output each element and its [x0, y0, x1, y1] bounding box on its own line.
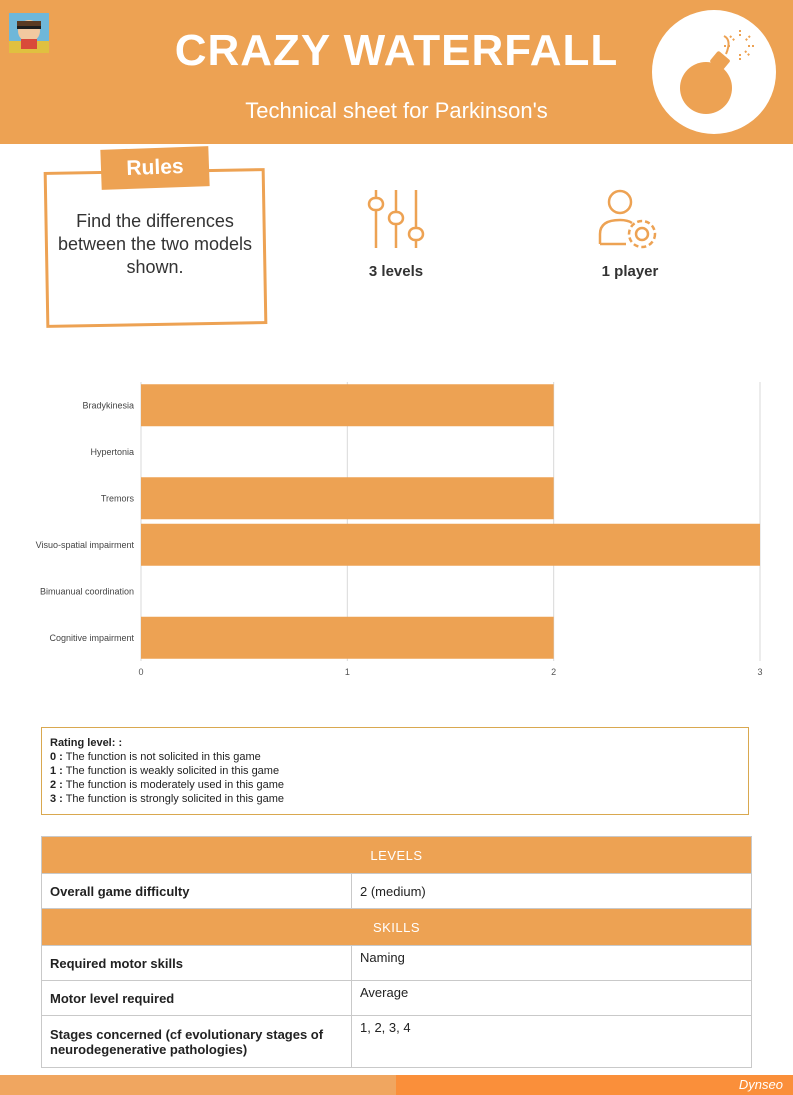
category-label: Bradykinesia [82, 400, 134, 411]
motor-skills-label: Required motor skills [42, 946, 352, 981]
difficulty-value: 2 (medium) [352, 874, 752, 909]
category-label: Cognitive impairment [49, 632, 134, 643]
page-title: CRAZY WATERFALL [174, 26, 619, 75]
motor-level-value: Average [352, 981, 752, 1016]
category-label: Hypertonia [90, 446, 134, 457]
x-tick-label: 1 [344, 667, 350, 677]
bar-tremors [141, 477, 554, 519]
legend-item: 0 : The function is not solicited in this game [50, 751, 261, 763]
motor-skills-value: Naming [352, 946, 752, 981]
stages-value: 1, 2, 3, 4 [352, 1016, 752, 1068]
bar-visuo-spatial-impairment [141, 524, 760, 566]
bar-bradykinesia [141, 384, 554, 426]
legend-title: Rating level: : [50, 737, 123, 749]
bar-cognitive-impairment [141, 617, 554, 659]
difficulty-label: Overall game difficulty [42, 874, 352, 909]
game-info-table [41, 836, 752, 1068]
legend-item: 3 : The function is strongly solicited in this game [50, 793, 284, 805]
brand-logo: Dynseo [738, 1077, 783, 1092]
rules-tab: Rules [100, 146, 209, 190]
legend-item: 1 : The function is weakly solicited in this game [50, 765, 280, 777]
stages-label: Stages concerned (cf evolutionary stages of neurodegenerative pathologies) [42, 1016, 352, 1068]
bomb-icon [652, 10, 776, 134]
x-tick-label: 2 [551, 667, 557, 677]
x-tick-label: 0 [138, 667, 144, 677]
skills-header: SKILLS [42, 909, 752, 946]
legend-item: 2 : The function is moderately used in this game [50, 779, 284, 791]
motor-level-label: Motor level required [42, 981, 352, 1016]
footer-bar-left [0, 1075, 396, 1095]
category-label: Tremors [100, 493, 134, 504]
rating-legend [41, 727, 749, 815]
rules-text: Find the differences between the two models shown. [57, 211, 253, 277]
user-settings-icon [596, 186, 662, 252]
footer-bar-right [396, 1075, 793, 1095]
x-tick-label: 3 [757, 667, 763, 677]
levels-count: 3 levels [368, 263, 424, 280]
skills-bar-chart [0, 370, 793, 680]
players-count: 1 player [601, 263, 659, 280]
category-label: Bimuanual coordination [39, 586, 134, 597]
sliders-icon [364, 186, 430, 252]
category-label: Visuo-spatial impairment [35, 539, 134, 550]
levels-header: LEVELS [42, 837, 752, 874]
bomb-logo [652, 10, 776, 134]
header-banner [0, 0, 793, 144]
page-subtitle: Technical sheet for Parkinson's [245, 98, 548, 123]
